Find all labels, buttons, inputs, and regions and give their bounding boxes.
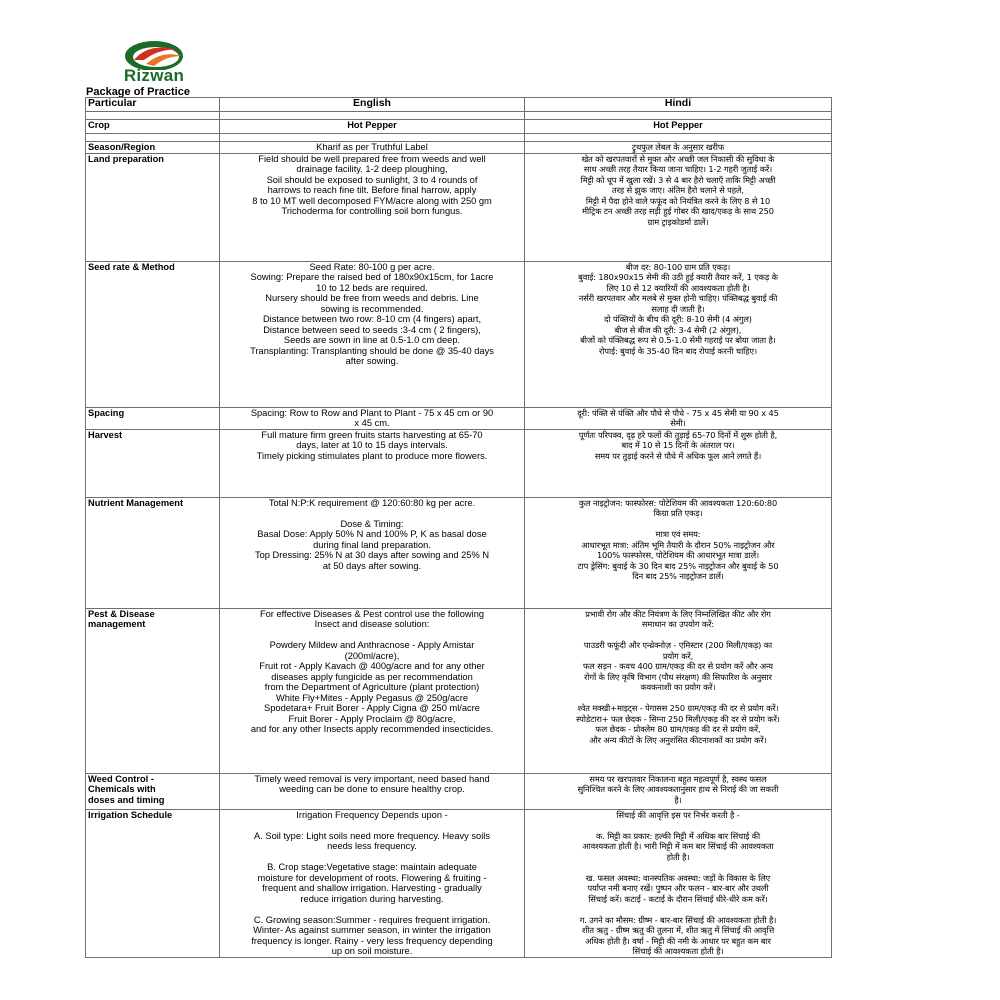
row-hindi-cell	[525, 142, 832, 154]
table-row	[86, 153, 832, 261]
row-particular-text: Land preparation	[88, 153, 164, 164]
row-particular-text: Season/Region	[88, 142, 156, 152]
row-particular-text: Irrigation Schedule	[88, 809, 173, 820]
table-row	[86, 429, 832, 497]
row-particular-cell	[86, 407, 220, 429]
row-hindi-cell	[525, 497, 832, 608]
row-english-cell	[220, 497, 525, 608]
row-english-text: Kharif as per Truthful Label	[316, 142, 428, 152]
row-english-cell	[220, 773, 525, 809]
row-particular-text: Nutrient Management	[88, 497, 184, 508]
row-hindi-text: पूर्णतः परिपक्व, दृढ़ हरे फलों की तुड़ाई 65-70 दिनों में शुरू होती है, बाद में 10 से 15 दिनों के अंतराल पर। समय पर तुड़ाई करने से पौधे में अधिक फूल आने लगते हैं।	[578, 429, 778, 461]
company-logo	[104, 36, 204, 88]
row-particular-text: Pest & Disease management	[88, 608, 155, 629]
row-particular-text: Harvest	[88, 429, 123, 440]
row-english-cell	[220, 153, 525, 261]
crop-label: Crop	[86, 120, 220, 134]
header-particular: Particular	[86, 98, 220, 112]
spacer-cell	[525, 134, 832, 142]
row-hindi-text: सिंचाई की आवृत्ति इस पर निर्भर करती है - क. मिट्टी का प्रकार: हल्की मिट्टी में अधिक बार सिंचाई की आवश्यकता होती है। भारी मिट्टी में कम बार सिंचाई की आवश्यकता होती है। ख. फसल अवस्था: वानस्पतिक अवस्था: जड़ों के विकास के लिए पर्याप्त नमी बनाए रखें। पुष्पन और फलन - बार-बार और उथली सिंचाई करें। कटाई - कटाई के दौरान सिंचाई धीरे-धीरे कम करें। ग. उगने का मौसम: ग्रीष्म - बार-बार सिंचाई की आवश्यकता होती है। शीत ऋतु - ग्रीष्म ऋतु की तुलना में, शीत ऋतु में सिंचाई की आवृत्ति अधिक होती है। वर्षा - मिट्टी की नमी के आधार पर बहुत कम बार सिंचाई की आवश्यकता होती है।	[579, 809, 777, 956]
header-english: English	[220, 98, 525, 112]
row-hindi-cell	[525, 608, 832, 773]
row-particular-cell	[86, 809, 220, 957]
spacer-cell	[86, 112, 220, 120]
row-particular-cell	[86, 773, 220, 809]
row-english-text: Spacing: Row to Row and Plant to Plant - 75 x 45 cm or 90 x 45 cm.	[250, 407, 494, 428]
table-row	[86, 773, 832, 809]
row-english-text: For effective Diseases & Pest control use the following Insect and disease solution: Powdery Mildew and Anthracnose - Apply Amistar (200ml/acre), Fruit rot - Apply Kavach @ 400g/acre and for any other diseases apply fungicide as per recommendation from the Department of Agriculture (plant protection) White Fly+Mites - Apply Pegasus @ 250g/acre Spodetara+ Fruit Borer - Apply Cigna @ 250 ml/acre Fruit Borer - Apply Proclaim @ 80g/acre, and for any other Insects apply recommended insecticides.	[250, 608, 494, 734]
row-hindi-text: खेत को खरपतवारों से मुक्त और अच्छी जल निकासी की सुविधा के साथ अच्छी तरह तैयार किया जाना चाहिए। 1-2 गहरी जुताई करें। मिट्टी को धूप में खुला रखें। 3 से 4 बार हैरो चलाएँ ताकि मिट्टी अच्छी तरह से झुक जाए। अंतिम हैरो चलाने से पहले, मिट्टी में पैदा होने वाले फफूंद को नियंत्रित करने के लिए 8 से 10 मीट्रिक टन अच्छी तरह सड़ी हुई गोबर की खाद/एकड़ के साथ 250 ग्राम ट्राइकोडर्मा डालें।	[580, 153, 776, 227]
header-hindi: Hindi	[525, 98, 832, 112]
logo-emblem-icon	[104, 36, 204, 70]
table-row	[86, 261, 832, 407]
row-english-text: Field should be well prepared free from weeds and well drainage facility. 1-2 deep ploughing, Soil should be exposed to sunlight, 3 to 4 rounds of harrows to reach fine tilt. Before final harrow, apply 8 to 10 MT well decomposed FYM/acre along with 250 gm Trichoderma for controlling soil born fungus.	[252, 153, 492, 216]
row-english-cell	[220, 407, 525, 429]
row-particular-cell	[86, 142, 220, 154]
row-particular-cell	[86, 429, 220, 497]
table-row	[86, 142, 832, 154]
row-particular-text: Weed Control - Chemicals with doses and timing	[88, 773, 165, 805]
row-english-cell	[220, 261, 525, 407]
logo-wordmark: Rizwan	[123, 66, 185, 85]
table-row	[86, 497, 832, 608]
spacer-row	[86, 112, 832, 120]
row-hindi-text: ट्रुथफुल लेबल के अनुसार खरीफ	[631, 142, 725, 152]
row-particular-cell	[86, 261, 220, 407]
row-english-text: Seed Rate: 80-100 g per acre. Sowing: Prepare the raised bed of 180x90x15cm, for 1acre 10 to 12 beds are required. Nursery should be free from weeds and debris. Line sowing is recommended. Distance between two row: 8-10 cm (4 fingers) apart, Distance between seed to seeds :3-4 cm ( 2 fingers), Seeds are sown in line at 0.5-1.0 cm deep. Transplanting: Transplanting should be done @ 35-40 days after sowing.	[250, 261, 494, 366]
spacer-cell	[220, 134, 525, 142]
row-hindi-cell	[525, 261, 832, 407]
row-english-text: Irrigation Frequency Depends upon - A. Soil type: Light soils need more frequency. Heavy soils needs less frequency. B. Crop stage:Vegetative stage: maintain adequate moisture for development of roots. Flowering & fruiting - frequent and shallow irrigation. Harvesting - gradually reduce irrigation during harvesting. C. Growing season:Summer - requires frequent irrigation. Winter- As against summer season, in winter the irrigation frequency is longer. Rainy - very less frequency depending up on soil moisture.	[251, 809, 493, 956]
row-english-cell	[220, 809, 525, 957]
crop-hindi: Hot Pepper	[525, 120, 832, 134]
row-hindi-text: कुल नाइट्रोजन: फास्फोरस: पोटेशियम की आवश्यकता 120:60:80 किग्रा प्रति एकड़। मात्रा एवं समय: आधारभूत मात्रा: अंतिम भूमि तैयारी के दौरान 50% नाइट्रोजन और 100% फास्फोरस, पोटेशियम की आधारभूत मात्रा डालें। टाप ड्रेसिंग: बुवाई के 30 दिन बाद 25% नाइट्रोजन और बुवाई के 50 दिन बाद 25% नाइट्रोजन डालें।	[577, 497, 779, 581]
row-english-cell	[220, 142, 525, 154]
row-hindi-text: बीज दर: 80-100 ग्राम प्रति एकड़। बुवाई: 180x90x15 सेमी की उठी हुई क्यारी तैयार करें, 1 एकड़ के लिए 10 से 12 क्यारियों की आवश्यकता होती है। नर्सरी खरपतवार और मलबे से मुक्त होनी चाहिए। पंक्तिबद्ध बुवाई की सलाह दी जाती है। दो पंक्तियों के बीच की दूरी: 8-10 सेमी (4 अंगुल) बीज से बीज की दूरी: 3-4 सेमी (2 अंगुल), बीजों को पंक्तिबद्ध रूप से 0.5-1.0 सेमी गहराई पर बोया जाता है। रोपाई: बुवाई के 35-40 दिन बाद रोपाई करनी चाहिए।	[578, 261, 778, 356]
spacer-row	[86, 134, 832, 142]
row-english-text: Total N:P:K requirement @ 120:60:80 kg per acre. Dose & Timing: Basal Dose: Apply 50% N and 100% P, K as basal dose during final land preparation. Top Dressing: 25% N at 30 days after sowing and 25% N at 50 days after sowing.	[254, 497, 490, 571]
row-hindi-text: प्रभावी रोग और कीट नियंत्रण के लिए निम्नलिखित कीट और रोग समाधान का उपयोग करें: पाउडरी फफूंदी और एन्थ्रेक्नोज़ - एमिस्टार (200 मिली/एकड़) का प्रयोग करें, फल सड़न - कवच 400 ग्राम/एकड़ की दर से प्रयोग करें और अन्य रोगों के लिए कृषि विभाग (पौध संरक्षण) की सिफारिश के अनुसार कवकनाशी का प्रयोग करें। श्वेत मक्खी+माइट्स - पेगासस 250 ग्राम/एकड़ की दर से प्रयोग करें। स्पोडेटारा+ फल छेदक - सिग्ना 250 मिली/एकड़ की दर से प्रयोग करें। फल छेदक - प्रोक्लेम 80 ग्राम/एकड़ की दर से प्रयोग करें, और अन्य कीटों के लिए अनुशंसित कीटनाशकों का प्रयोग करें।	[576, 608, 780, 745]
row-hindi-cell	[525, 407, 832, 429]
spacer-cell	[525, 112, 832, 120]
row-particular-text: Seed rate & Method	[88, 261, 175, 272]
row-english-text: Full mature firm green fruits starts harvesting at 65-70 days, later at 10 to 15 days intervals. Timely picking stimulates plant to produce more flowers.	[256, 429, 488, 461]
row-hindi-cell	[525, 773, 832, 809]
table-row	[86, 809, 832, 957]
row-particular-cell	[86, 608, 220, 773]
row-hindi-text: समय पर खरपतवार निकालना बहुत महत्वपूर्ण है, स्वस्थ फसल सुनिश्चित करने के लिए आवश्यकतानुसार हाथ से निराई की जा सकती है।	[577, 773, 779, 805]
table-header-row	[86, 98, 832, 112]
row-english-text: Timely weed removal is very important, need based hand weeding can be done to ensure healthy crop.	[254, 773, 490, 794]
package-of-practice-table	[85, 97, 832, 958]
spacer-cell	[86, 134, 220, 142]
row-hindi-cell	[525, 809, 832, 957]
row-english-cell	[220, 429, 525, 497]
spacer-cell	[220, 112, 525, 120]
row-hindi-text: दूरी: पंक्ति से पंक्ति और पौधे से पौधे - 75 x 45 सेमी या 90 x 45 सेमी।	[577, 407, 779, 428]
crop-english: Hot Pepper	[220, 120, 525, 134]
row-particular-cell	[86, 497, 220, 608]
row-english-cell	[220, 608, 525, 773]
table-row	[86, 608, 832, 773]
document-title: Package of Practice	[86, 86, 190, 98]
row-hindi-cell	[525, 153, 832, 261]
row-hindi-cell	[525, 429, 832, 497]
row-particular-text: Spacing	[88, 407, 125, 418]
table-row	[86, 407, 832, 429]
crop-row	[86, 120, 832, 134]
row-particular-cell	[86, 153, 220, 261]
